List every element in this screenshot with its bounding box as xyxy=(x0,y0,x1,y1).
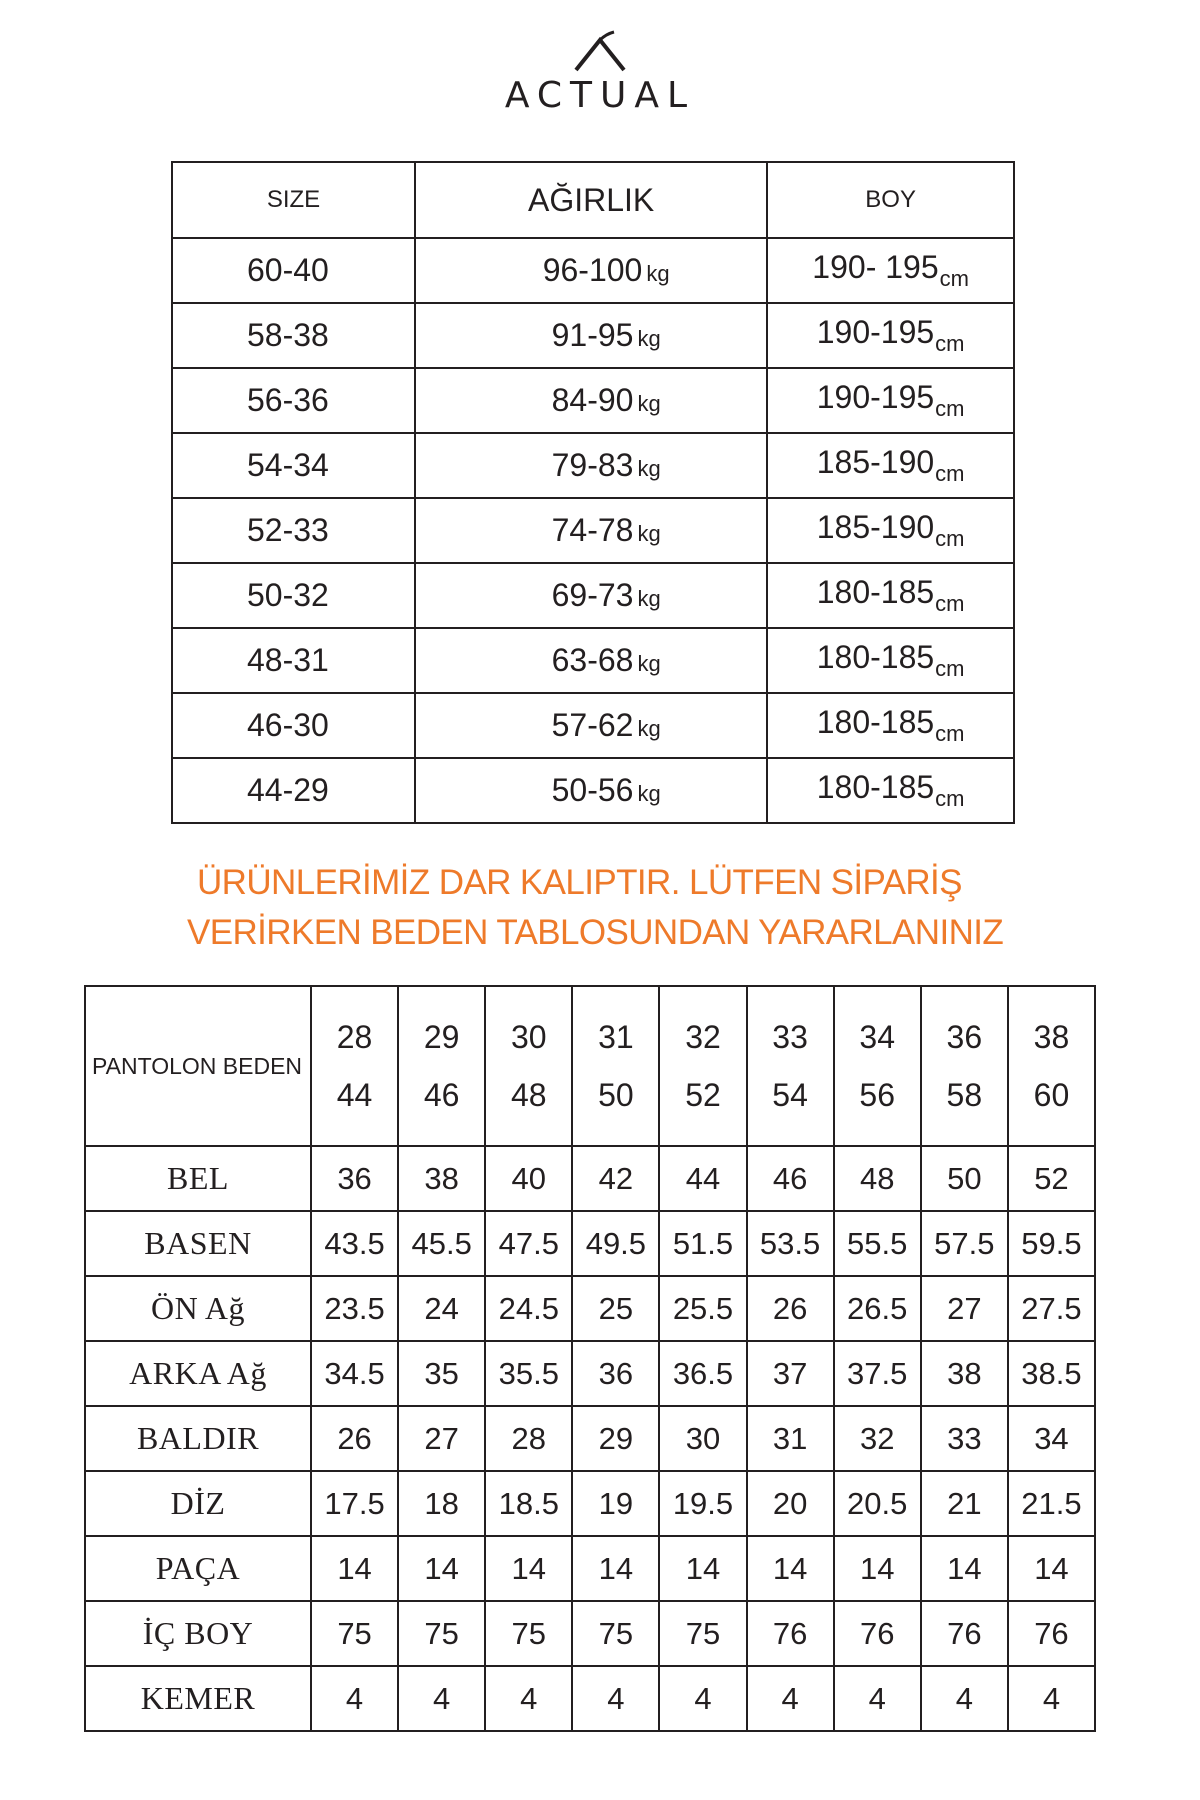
measurement-value: 49.5 xyxy=(572,1211,659,1276)
measurement-value: 23.5 xyxy=(311,1276,398,1341)
size-table xyxy=(171,161,1015,824)
measurement-row xyxy=(85,1211,1095,1276)
measurement-value: 76 xyxy=(747,1601,834,1666)
weight-value: 84-90 xyxy=(551,382,634,418)
size-value: 48-31 xyxy=(247,642,329,678)
measurement-value: 14 xyxy=(747,1536,834,1601)
height-value: 180-185 xyxy=(816,574,935,610)
measurement-value: 40 xyxy=(485,1146,572,1211)
weight-cell xyxy=(415,628,767,693)
size-value: 50-32 xyxy=(247,577,329,613)
height-cell xyxy=(767,238,1014,303)
weight-cell xyxy=(415,433,767,498)
measurement-value: 27 xyxy=(921,1276,1008,1341)
eu-size: 44 xyxy=(336,1077,373,1113)
weight-unit: kg xyxy=(637,586,661,611)
pants-table-header xyxy=(85,986,1095,1146)
measurement-value: 76 xyxy=(921,1601,1008,1666)
height-value: 180-185 xyxy=(816,769,935,805)
height-value: 180-185 xyxy=(816,704,935,740)
size-table-row xyxy=(172,238,1014,303)
measurement-value: 75 xyxy=(659,1601,746,1666)
weight-value: 74-78 xyxy=(551,512,634,548)
waist-size: 38 xyxy=(1033,1019,1070,1055)
weight-value: 79-83 xyxy=(551,447,634,483)
size-table-row xyxy=(172,693,1014,758)
measurement-value: 14 xyxy=(834,1536,921,1601)
measurement-value: 36 xyxy=(311,1146,398,1211)
measurement-value: 35.5 xyxy=(485,1341,572,1406)
measurement-value: 4 xyxy=(398,1666,485,1731)
pants-size-header xyxy=(485,986,572,1146)
size-cell xyxy=(172,498,415,563)
measurement-value: 21 xyxy=(921,1471,1008,1536)
measurement-value: 4 xyxy=(834,1666,921,1731)
size-table-row xyxy=(172,628,1014,693)
size-cell xyxy=(172,303,415,368)
eu-size: 46 xyxy=(423,1077,460,1113)
measurement-value: 36 xyxy=(572,1341,659,1406)
size-cell xyxy=(172,368,415,433)
size-table-row xyxy=(172,433,1014,498)
measurement-value: 59.5 xyxy=(1008,1211,1095,1276)
measurement-value: 27.5 xyxy=(1008,1276,1095,1341)
pants-size-header xyxy=(311,986,398,1146)
measurement-row xyxy=(85,1146,1095,1211)
height-cell xyxy=(767,563,1014,628)
measurement-value: 44 xyxy=(659,1146,746,1211)
height-unit: cm xyxy=(935,656,965,681)
measurement-value: 53.5 xyxy=(747,1211,834,1276)
weight-cell xyxy=(415,758,767,823)
waist-size: 34 xyxy=(859,1019,895,1055)
measurement-value: 26 xyxy=(311,1406,398,1471)
measurement-value: 18.5 xyxy=(485,1471,572,1536)
weight-unit: kg xyxy=(637,456,661,481)
height-value: 180-185 xyxy=(816,639,935,675)
height-cell xyxy=(767,758,1014,823)
height-value: 190-195 xyxy=(816,314,935,350)
measurement-value: 48 xyxy=(834,1146,921,1211)
height-cell xyxy=(767,498,1014,563)
size-value: 46-30 xyxy=(247,707,329,743)
measurement-value: 20 xyxy=(747,1471,834,1536)
pants-size-header xyxy=(572,986,659,1146)
measurement-row xyxy=(85,1666,1095,1731)
measurement-value: 76 xyxy=(834,1601,921,1666)
measurement-value: 4 xyxy=(311,1666,398,1731)
measurement-row xyxy=(85,1341,1095,1406)
size-value: 60-40 xyxy=(247,252,329,288)
measurement-value: 19 xyxy=(572,1471,659,1536)
height-value: 190- 195 xyxy=(812,249,939,285)
waist-size: 30 xyxy=(510,1019,547,1055)
measurement-value: 75 xyxy=(572,1601,659,1666)
measurement-value: 14 xyxy=(1008,1536,1095,1601)
weight-unit: kg xyxy=(646,261,670,286)
measurement-value: 24.5 xyxy=(485,1276,572,1341)
size-table-row xyxy=(172,563,1014,628)
weight-value: 57-62 xyxy=(551,707,634,743)
measurement-value: 47.5 xyxy=(485,1211,572,1276)
measurement-value: 14 xyxy=(572,1536,659,1601)
notice-line-2: VERİRKEN BEDEN TABLOSUNDAN YARARLANINIZ xyxy=(187,913,1004,952)
height-unit: cm xyxy=(935,396,965,421)
brand-name: ACTUAL xyxy=(504,75,696,116)
eu-size: 52 xyxy=(685,1077,721,1113)
measurement-value: 31 xyxy=(747,1406,834,1471)
size-table-row xyxy=(172,303,1014,368)
measurement-value: 4 xyxy=(485,1666,572,1731)
weight-unit: kg xyxy=(637,391,661,416)
measurement-value: 34 xyxy=(1008,1406,1095,1471)
fit-notice xyxy=(140,858,1040,958)
measurement-value: 38 xyxy=(398,1146,485,1211)
height-cell xyxy=(767,693,1014,758)
mountain-peak-icon xyxy=(570,30,630,74)
size-value: 52-33 xyxy=(247,512,329,548)
size-cell xyxy=(172,693,415,758)
measurement-value: 14 xyxy=(398,1536,485,1601)
eu-size: 54 xyxy=(772,1077,808,1113)
weight-unit: kg xyxy=(637,716,661,741)
header-weight: AĞIRLIK xyxy=(415,162,767,238)
measurement-label: BEL xyxy=(85,1146,311,1211)
height-value: 185-190 xyxy=(816,509,935,545)
weight-value: 63-68 xyxy=(551,642,634,678)
size-table-row xyxy=(172,758,1014,823)
pants-size-header xyxy=(1008,986,1095,1146)
measurement-value: 34.5 xyxy=(311,1341,398,1406)
height-cell xyxy=(767,433,1014,498)
waist-size: 32 xyxy=(685,1019,721,1055)
weight-value: 91-95 xyxy=(551,317,634,353)
measurement-value: 14 xyxy=(921,1536,1008,1601)
eu-size: 48 xyxy=(510,1077,547,1113)
height-cell xyxy=(767,303,1014,368)
measurement-label: KEMER xyxy=(85,1666,311,1731)
measurement-value: 4 xyxy=(572,1666,659,1731)
size-value: 54-34 xyxy=(247,447,329,483)
measurement-value: 20.5 xyxy=(834,1471,921,1536)
measurement-value: 35 xyxy=(398,1341,485,1406)
measurement-value: 33 xyxy=(921,1406,1008,1471)
waist-size: 29 xyxy=(423,1019,460,1055)
size-cell xyxy=(172,433,415,498)
measurement-value: 4 xyxy=(659,1666,746,1731)
measurement-value: 28 xyxy=(485,1406,572,1471)
notice-line-1: ÜRÜNLERİMİZ DAR KALIPTIR. LÜTFEN SİPARİŞ xyxy=(197,863,962,902)
weight-value: 69-73 xyxy=(551,577,634,613)
measurement-label: DİZ xyxy=(85,1471,311,1536)
eu-size: 56 xyxy=(859,1077,895,1113)
pants-measurement-table xyxy=(84,985,1096,1732)
measurement-value: 30 xyxy=(659,1406,746,1471)
measurement-label: BASEN xyxy=(85,1211,311,1276)
measurement-value: 27 xyxy=(398,1406,485,1471)
measurement-value: 14 xyxy=(485,1536,572,1601)
measurement-row xyxy=(85,1276,1095,1341)
measurement-value: 38.5 xyxy=(1008,1341,1095,1406)
measurement-value: 19.5 xyxy=(659,1471,746,1536)
height-unit: cm xyxy=(935,591,965,616)
size-table-header xyxy=(172,162,1014,238)
height-unit: cm xyxy=(935,526,965,551)
size-cell xyxy=(172,563,415,628)
size-cell xyxy=(172,628,415,693)
measurement-value: 25 xyxy=(572,1276,659,1341)
eu-size: 50 xyxy=(598,1077,634,1113)
height-unit: cm xyxy=(935,721,965,746)
waist-size: 33 xyxy=(772,1019,808,1055)
weight-unit: kg xyxy=(637,521,661,546)
pants-header-label: PANTOLON BEDEN xyxy=(85,986,311,1146)
height-unit: cm xyxy=(935,331,965,356)
weight-value: 96-100 xyxy=(542,252,643,288)
height-value: 185-190 xyxy=(816,444,935,480)
eu-size: 58 xyxy=(946,1077,983,1113)
pants-size-header xyxy=(747,986,834,1146)
measurement-value: 4 xyxy=(921,1666,1008,1731)
measurement-value: 37 xyxy=(747,1341,834,1406)
waist-size: 28 xyxy=(336,1019,373,1055)
measurement-value: 51.5 xyxy=(659,1211,746,1276)
weight-cell xyxy=(415,303,767,368)
weight-value: 50-56 xyxy=(551,772,634,808)
measurement-value: 38 xyxy=(921,1341,1008,1406)
measurement-value: 52 xyxy=(1008,1146,1095,1211)
measurement-value: 4 xyxy=(747,1666,834,1731)
measurement-value: 14 xyxy=(311,1536,398,1601)
size-value: 58-38 xyxy=(247,317,329,353)
measurement-value: 46 xyxy=(747,1146,834,1211)
weight-unit: kg xyxy=(637,651,661,676)
measurement-value: 75 xyxy=(398,1601,485,1666)
weight-cell xyxy=(415,563,767,628)
measurement-label: ARKA Ağ xyxy=(85,1341,311,1406)
header-height: BOY xyxy=(767,162,1014,238)
measurement-value: 21.5 xyxy=(1008,1471,1095,1536)
height-unit: cm xyxy=(935,786,965,811)
brand-logo xyxy=(480,30,720,122)
measurement-label: BALDIR xyxy=(85,1406,311,1471)
size-table-row xyxy=(172,498,1014,563)
measurement-row xyxy=(85,1471,1095,1536)
measurement-value: 14 xyxy=(659,1536,746,1601)
height-unit: cm xyxy=(935,461,965,486)
weight-cell xyxy=(415,238,767,303)
measurement-label: ÖN Ağ xyxy=(85,1276,311,1341)
size-value: 56-36 xyxy=(247,382,329,418)
measurement-row xyxy=(85,1406,1095,1471)
eu-size: 60 xyxy=(1033,1077,1070,1113)
measurement-value: 17.5 xyxy=(311,1471,398,1536)
size-cell xyxy=(172,758,415,823)
measurement-value: 50 xyxy=(921,1146,1008,1211)
waist-size: 31 xyxy=(598,1019,634,1055)
waist-size: 36 xyxy=(946,1019,983,1055)
measurement-value: 45.5 xyxy=(398,1211,485,1276)
measurement-value: 25.5 xyxy=(659,1276,746,1341)
measurement-value: 4 xyxy=(1008,1666,1095,1731)
pants-size-header xyxy=(921,986,1008,1146)
measurement-value: 26.5 xyxy=(834,1276,921,1341)
weight-cell xyxy=(415,368,767,433)
measurement-label: PAÇA xyxy=(85,1536,311,1601)
measurement-row xyxy=(85,1601,1095,1666)
height-value: 190-195 xyxy=(816,379,935,415)
height-cell xyxy=(767,368,1014,433)
pants-size-header xyxy=(398,986,485,1146)
measurement-value: 75 xyxy=(485,1601,572,1666)
size-cell xyxy=(172,238,415,303)
measurement-value: 37.5 xyxy=(834,1341,921,1406)
measurement-value: 75 xyxy=(311,1601,398,1666)
header-size: SIZE xyxy=(172,162,415,238)
measurement-value: 76 xyxy=(1008,1601,1095,1666)
measurement-value: 18 xyxy=(398,1471,485,1536)
pants-size-header xyxy=(659,986,746,1146)
weight-unit: kg xyxy=(637,781,661,806)
size-value: 44-29 xyxy=(247,772,329,808)
height-unit: cm xyxy=(939,266,969,291)
measurement-value: 29 xyxy=(572,1406,659,1471)
measurement-label: İÇ BOY xyxy=(85,1601,311,1666)
weight-unit: kg xyxy=(637,326,661,351)
measurement-value: 26 xyxy=(747,1276,834,1341)
measurement-value: 32 xyxy=(834,1406,921,1471)
pants-size-header xyxy=(834,986,921,1146)
measurement-row xyxy=(85,1536,1095,1601)
size-table-row xyxy=(172,368,1014,433)
measurement-value: 24 xyxy=(398,1276,485,1341)
height-cell xyxy=(767,628,1014,693)
measurement-value: 42 xyxy=(572,1146,659,1211)
measurement-value: 55.5 xyxy=(834,1211,921,1276)
measurement-value: 36.5 xyxy=(659,1341,746,1406)
measurement-value: 57.5 xyxy=(921,1211,1008,1276)
measurement-value: 43.5 xyxy=(311,1211,398,1276)
weight-cell xyxy=(415,693,767,758)
weight-cell xyxy=(415,498,767,563)
